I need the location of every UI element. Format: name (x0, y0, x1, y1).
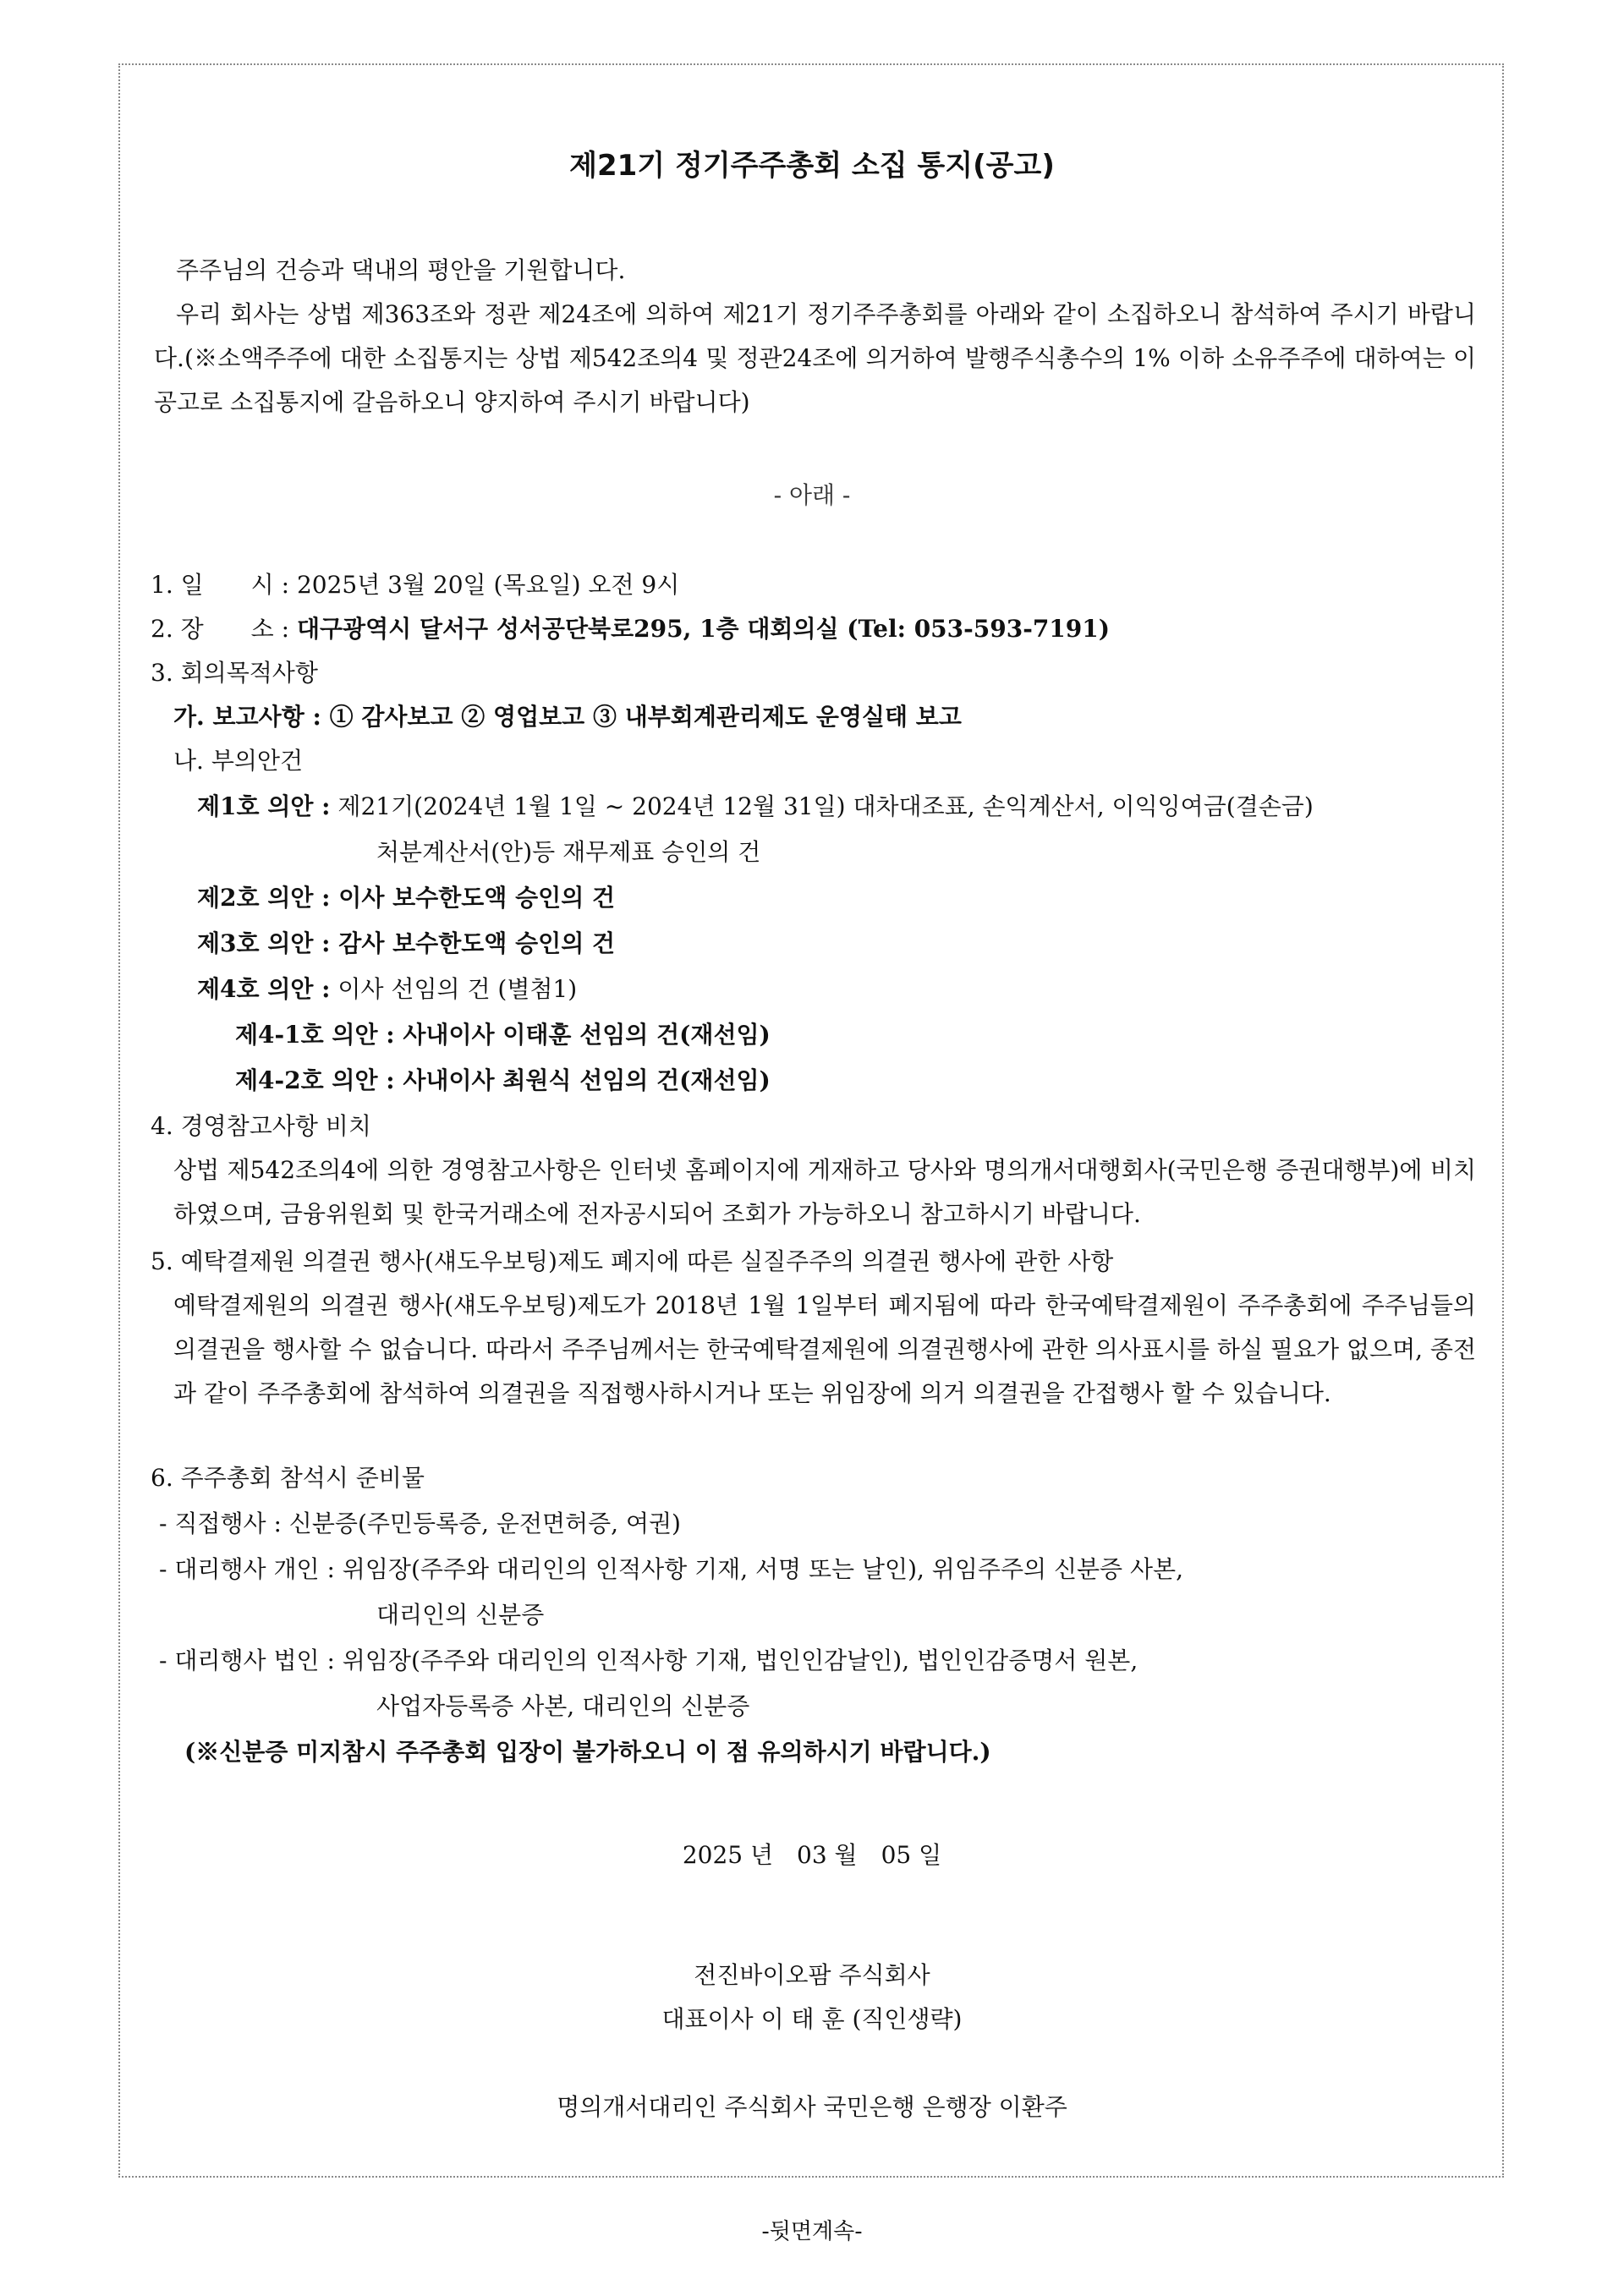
prep-direct-value: 신분증(주민등록증, 운전면허증, 여권) (288, 1510, 681, 1537)
agenda-2-label: 제2호 의안 : (197, 884, 331, 912)
item-datetime (151, 563, 679, 607)
company-name: 전진바이오팜 주식회사 (694, 1961, 930, 1989)
agenda-4-1 (235, 1013, 771, 1057)
datetime-value: 2025년 3월 20일 (목요일) 오전 9시 (296, 571, 680, 599)
separator-label: - 아래 - (773, 481, 851, 509)
intro-body: 우리 회사는 상법 제363조와 정관 제24조에 의하여 제21기 정기주주총회를 아래와 같이 소집하오니 참석하여 주시기 바랍니다.(※소액주주에 대한 소집통지는 상법 제542조의4 및 정관24조에 의거하여 발행주식총수의 1% 이하 소유주주에 대하여는 이 공고로 소집통지에 갈음하오니 양지하여 주시기 바랍니다) (154, 300, 1476, 416)
registrar-line: 명의개서대리인 주식회사 국민은행 은행장 이환주 (557, 2093, 1067, 2121)
agenda-3-label: 제3호 의안 : (197, 929, 331, 957)
location-value: 대구광역시 달서구 성서공단북로295, 1층 대회의실 (Tel: 053-593-7191) (296, 615, 1111, 643)
prep-direct-label: - 직접행사 : (159, 1510, 282, 1537)
shadow-voting-text: 예탁결제원의 의결권 행사(섀도우보팅)제도가 2018년 1월 1일부터 폐지됨에 따라 한국예탁결제원이 주주총회에 주주님들의 의결권을 행사할 수 없습니다. 따라서 주주님께서는 한국예탁결제원에 의결권행사에 관한 의사표시를 하실 필요가 없으며, 종전과 같이 주주총회에 참석하여 의결권을 직접행사하시거나 또는 위임장에 의거 의결권을 간접행사 할 수 있습니다. (173, 1291, 1477, 1407)
id-notice: (※신분증 미지참시 주주총회 입장이 불가하오니 이 점 유의하시기 바랍니다.) (184, 1738, 991, 1766)
item-shadow-voting-body (173, 1284, 1476, 1416)
item-reference-heading: 4. 경영참고사항 비치 (151, 1112, 371, 1140)
item-location (151, 607, 1110, 651)
page-title: 제21기 정기주주총회 소집 통지(공고) (569, 149, 1055, 183)
intro-section (154, 249, 1476, 425)
prep-proxy-corporate-label: - 대리행사 법인 : (159, 1647, 335, 1674)
prep-proxy-corporate-line1: 위임장(주주와 대리인의 인적사항 기재, 법인인감날인), 법인인감증명서 원본, (342, 1647, 1138, 1674)
agenda-1-line1: 제21기(2024년 1월 1일 ~ 2024년 12월 31일) 대차대조표, 손익계산서, 이익잉여금(결손금) (337, 792, 1314, 820)
agenda-3 (197, 922, 615, 966)
greeting-text: 주주님의 건승과 댁내의 평안을 기원합니다. (176, 256, 626, 284)
agenda-4 (197, 967, 577, 1011)
location-label: 2. 장 소 : (151, 615, 290, 643)
notice-date: 2025 년 03 월 05 일 (682, 1841, 942, 1869)
agenda-2 (197, 876, 615, 920)
agenda-subheading: 나. 부의안건 (173, 747, 304, 775)
agenda-4-2 (235, 1059, 771, 1103)
agenda-1-line2: 처분계산서(안)등 재무제표 승인의 건 (376, 838, 761, 866)
prep-proxy-individual (159, 1548, 1183, 1592)
prep-proxy-corporate-line2: 사업자등록증 사본, 대리인의 신분증 (376, 1692, 750, 1720)
agenda-4-1-label: 제4-1호 의안 : (235, 1021, 395, 1049)
reference-body-text: 상법 제542조의4에 의한 경영참고사항은 인터넷 홈페이지에 게재하고 당사와 명의개서대행회사(국민은행 증권대행부)에 비치하였으며, 금융위원회 및 한국거래소에 전자공시되어 조회가 가능하오니 참고하시기 바랍니다. (173, 1156, 1476, 1228)
item-prep-heading: 6. 주주총회 참석시 준비물 (151, 1464, 425, 1492)
prep-proxy-individual-line1: 위임장(주주와 대리인의 인적사항 기재, 서명 또는 날인), 위임주주의 신분증 사본, (342, 1555, 1183, 1583)
item-agenda-heading: 3. 회의목적사항 (151, 659, 318, 687)
report-value: ① 감사보고 ② 영업보고 ③ 내부회계관리제도 운영실태 보고 (329, 703, 962, 731)
continued-footer: -뒷면계속- (761, 2219, 863, 2244)
report-label: 가. 보고사항 : (173, 703, 321, 731)
prep-direct (159, 1502, 681, 1546)
prep-proxy-individual-line2: 대리인의 신분증 (376, 1601, 545, 1629)
agenda-1-label: 제1호 의안 : (197, 792, 331, 820)
agenda-4-1-value: 사내이사 이태훈 선임의 건(재선임) (403, 1021, 771, 1049)
agenda-4-2-value: 사내이사 최원식 선임의 건(재선임) (403, 1066, 771, 1094)
agenda-4-value: 이사 선임의 건 (별첨1) (337, 975, 578, 1003)
agenda-3-value: 감사 보수한도액 승인의 건 (338, 929, 616, 957)
item-reference-body (173, 1148, 1476, 1236)
ceo-signature: 대표이사 이 태 훈 (직인생략) (661, 2005, 963, 2033)
datetime-label: 1. 일 시 : (151, 571, 290, 599)
report-items (173, 695, 962, 739)
agenda-4-2-label: 제4-2호 의안 : (235, 1066, 395, 1094)
agenda-4-label: 제4호 의안 : (197, 975, 331, 1003)
prep-proxy-corporate (159, 1639, 1138, 1683)
item-shadow-voting-heading: 5. 예탁결제원 의결권 행사(섀도우보팅)제도 폐지에 따른 실질주주의 의결권 행사에 관한 사항 (151, 1247, 1114, 1275)
agenda-2-value: 이사 보수한도액 승인의 건 (338, 884, 616, 912)
prep-proxy-individual-label: - 대리행사 개인 : (159, 1555, 335, 1583)
agenda-1 (197, 785, 1314, 829)
